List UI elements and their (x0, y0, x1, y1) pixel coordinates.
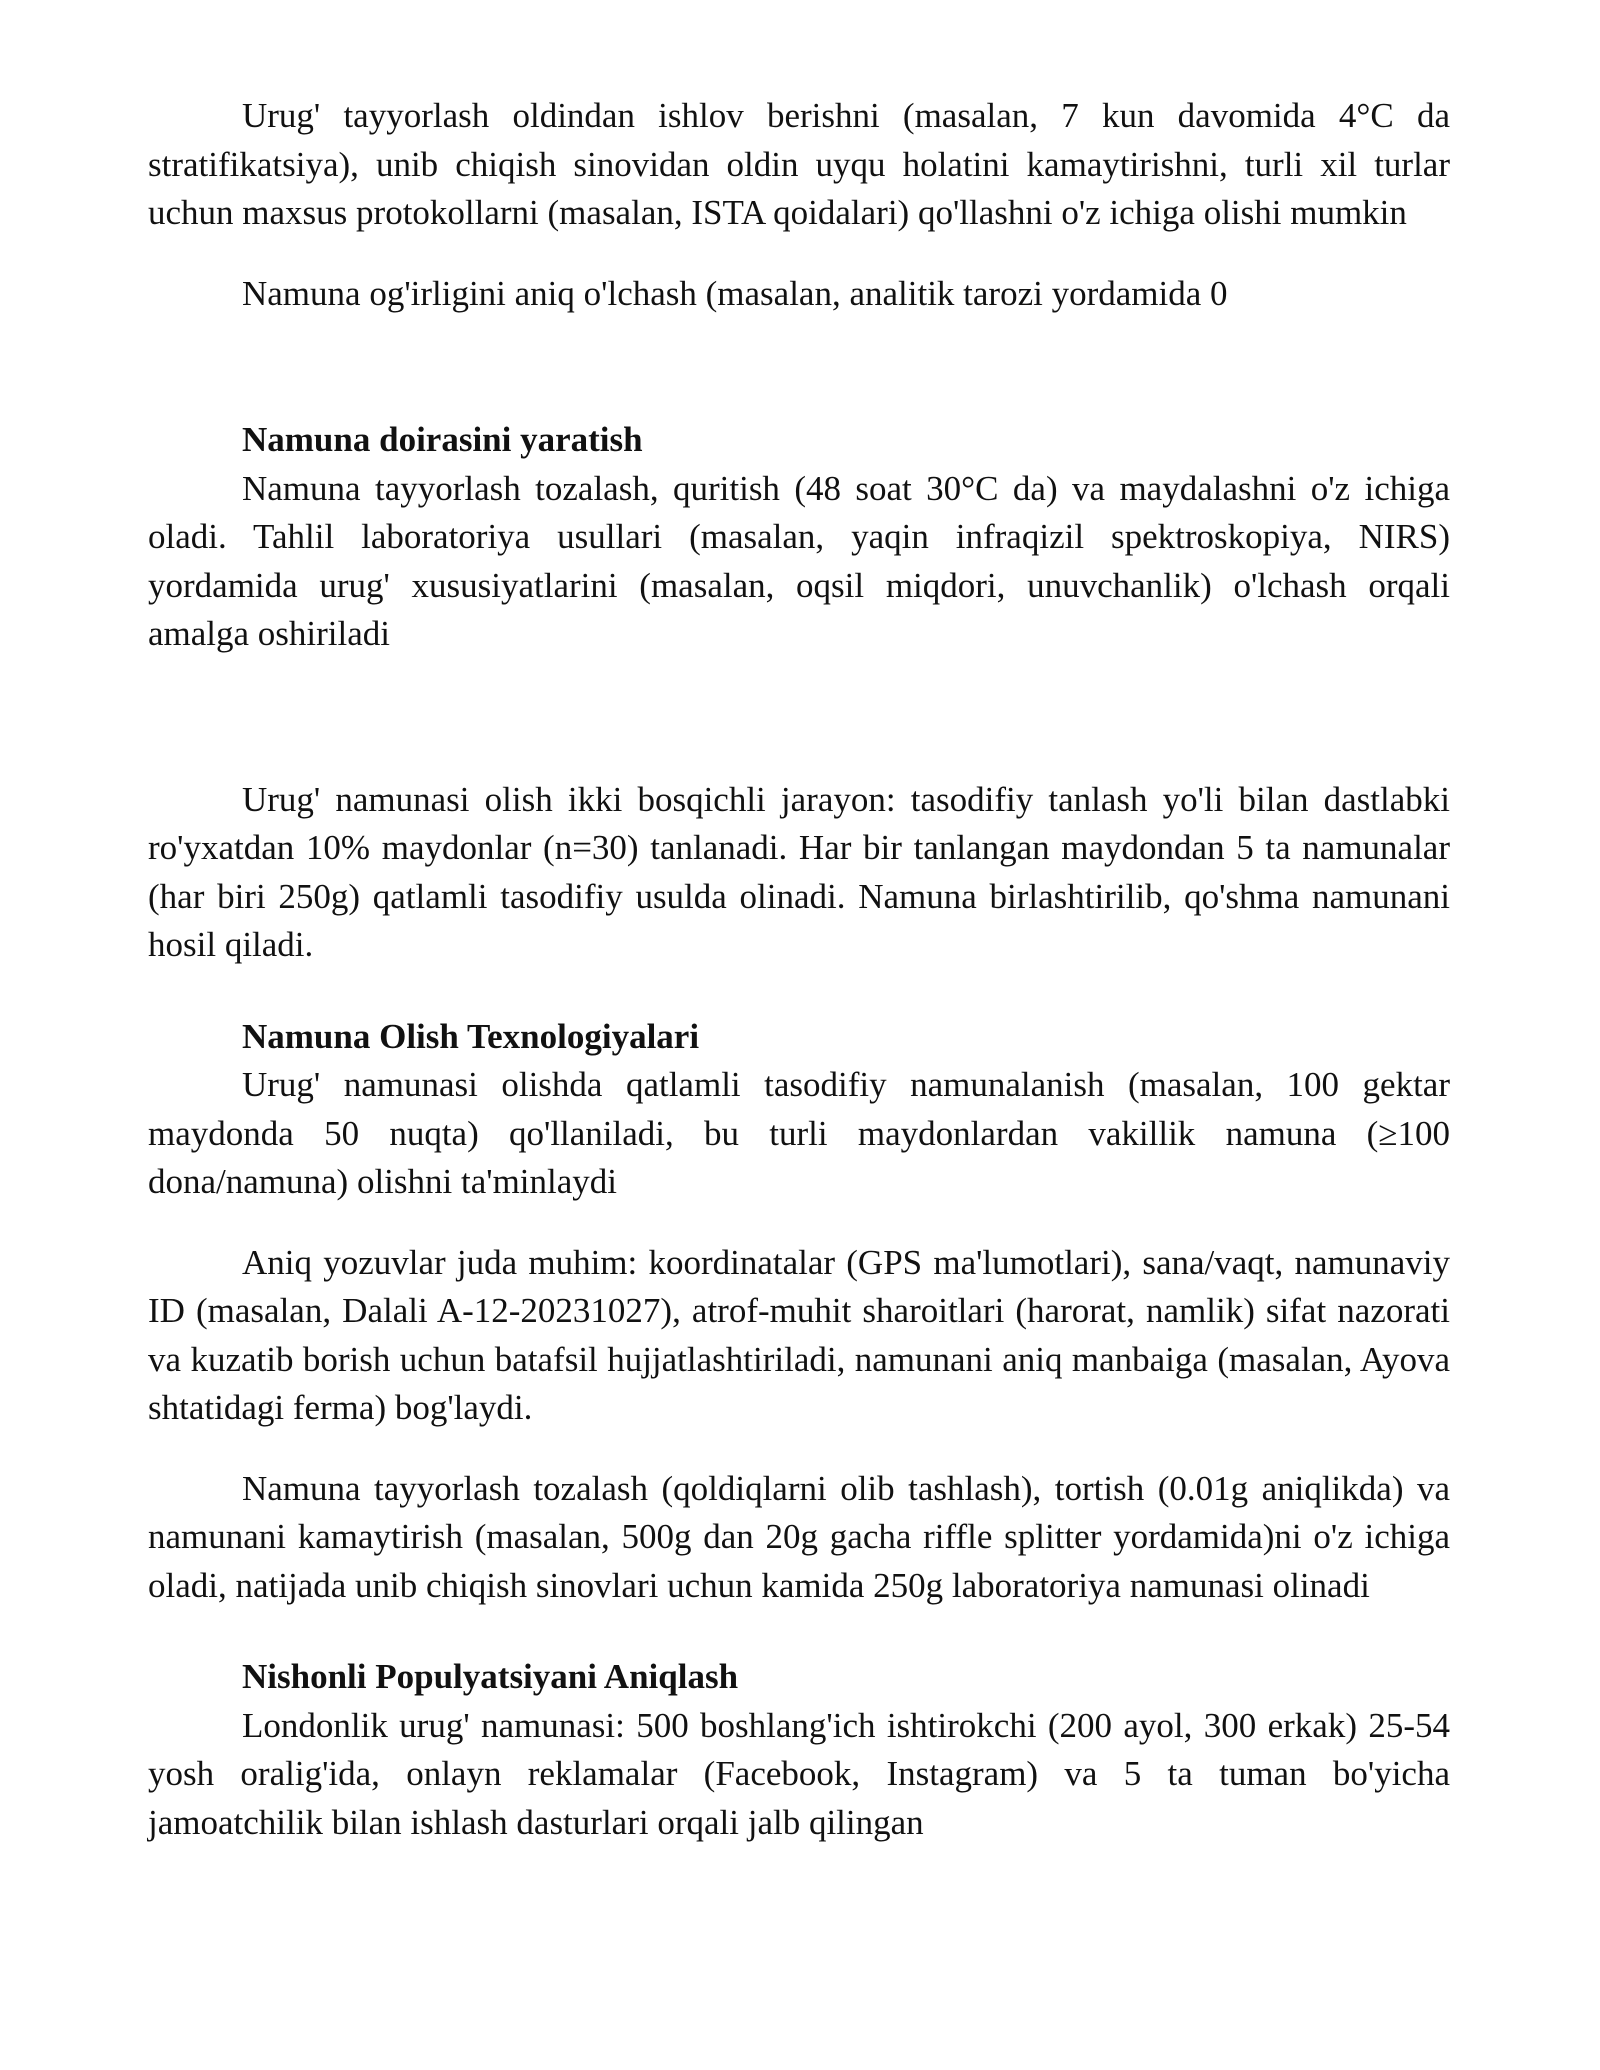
paragraph-spacer (148, 1433, 1450, 1465)
heading-sampling-technologies: Namuna Olish Texnologiyalari (242, 1016, 700, 1056)
paragraph-london-sample: Londonlik urug' namunasi: 500 boshlang'ich ishtirokchi (200 ayol, 300 erkak) 25-54 yosh oralig'ida, onlayn reklamalar (Facebook, Instagram) va 5 ta tuman bo'yicha jamoatchilik bilan ishlash dasturlari orqali jalb qilingan (148, 1705, 1450, 1842)
paragraph-sample-weight: Namuna og'irligini aniq o'lchash (masalan, analitik tarozi yordamida 0 (242, 273, 1228, 313)
paragraph-sample-reduction: Namuna tayyorlash tozalash (qoldiqlarni olib tashlash), tortish (0.01g aniqlikda) va namunani kamaytirish (masalan, 500g dan 20g gacha riffle splitter yordamida)ni o'z ichiga oladi, natijada unib chiqish sinovlari uchun kamida 250g laboratoriya namunasi olinadi (148, 1468, 1450, 1605)
paragraph-records: Aniq yozuvlar juda muhim: koordinatalar (GPS ma'lumotlari), sana/vaqt, namunaviy ID (masalan, Dalali A-12-20231027), atrof-muhit sharoitlari (harorat, namlik) sifat nazorati va kuzatib borish uchun batafsil hujjatlashtiriladi, namunani aniq manbaiga (masalan, Ayova shtatidagi ferma) bog'laydi. (148, 1242, 1450, 1427)
paragraph-spacer (148, 318, 1450, 416)
paragraph-spacer (148, 238, 1450, 270)
paragraph-stratified-sampling: Urug' namunasi olishda qatlamli tasodifiy namunalanish (masalan, 100 gektar maydonda 50 nuqta) qo'llaniladi, bu turli maydonlardan vakillik namuna (≥100 dona/namuna) olishni ta'minlaydi (148, 1065, 1450, 1201)
paragraph-sample-preparation: Namuna tayyorlash tozalash, quritish (48 soat 30°C da) va maydalashni o'z ichiga oladi. Tahlil laboratoriya usullari (masalan, yaqin infraqizil spektroskopiya, NIRS) yordamida urug' xususiyatlarini (masalan, oqsil miqdori, unuvchanlik) o'lchash orqali amalga oshiriladi (148, 468, 1450, 653)
paragraph-two-stage-sampling: Urug' namunasi olish ikki bosqichli jarayon: tasodifiy tanlash yo'li bilan dastlabki ro'yxatdan 10% maydonlar (n=30) tanlanadi. Har bir tanlangan maydondan 5 ta namunalar (har biri 250g) qatlamli tasodifiy usulda olinadi. Namuna birlashtirilib, qo'shma namunani hosil qiladi. (148, 779, 1450, 964)
paragraph-seed-pretreatment: Urug' tayyorlash oldindan ishlov berishni (masalan, 7 kun davomida 4°C da stratifikatsiya), unib chiqish sinovidan oldin uyqu holatini kamaytirishni, turli xil turlar uchun maxsus protokollarni (masalan, ISTA qoidalari) qo'llashni o'z ichiga olishi mumkin (148, 96, 1450, 232)
paragraph-spacer (148, 1610, 1450, 1653)
paragraph-spacer (148, 970, 1450, 1013)
heading-sample-frame: Namuna doirasini yaratish (242, 420, 643, 459)
paragraph-spacer (148, 1207, 1450, 1239)
document-page (148, 92, 1450, 1847)
heading-target-population: Nishonli Populyatsiyani Aniqlash (242, 1657, 739, 1696)
paragraph-spacer (148, 659, 1450, 776)
